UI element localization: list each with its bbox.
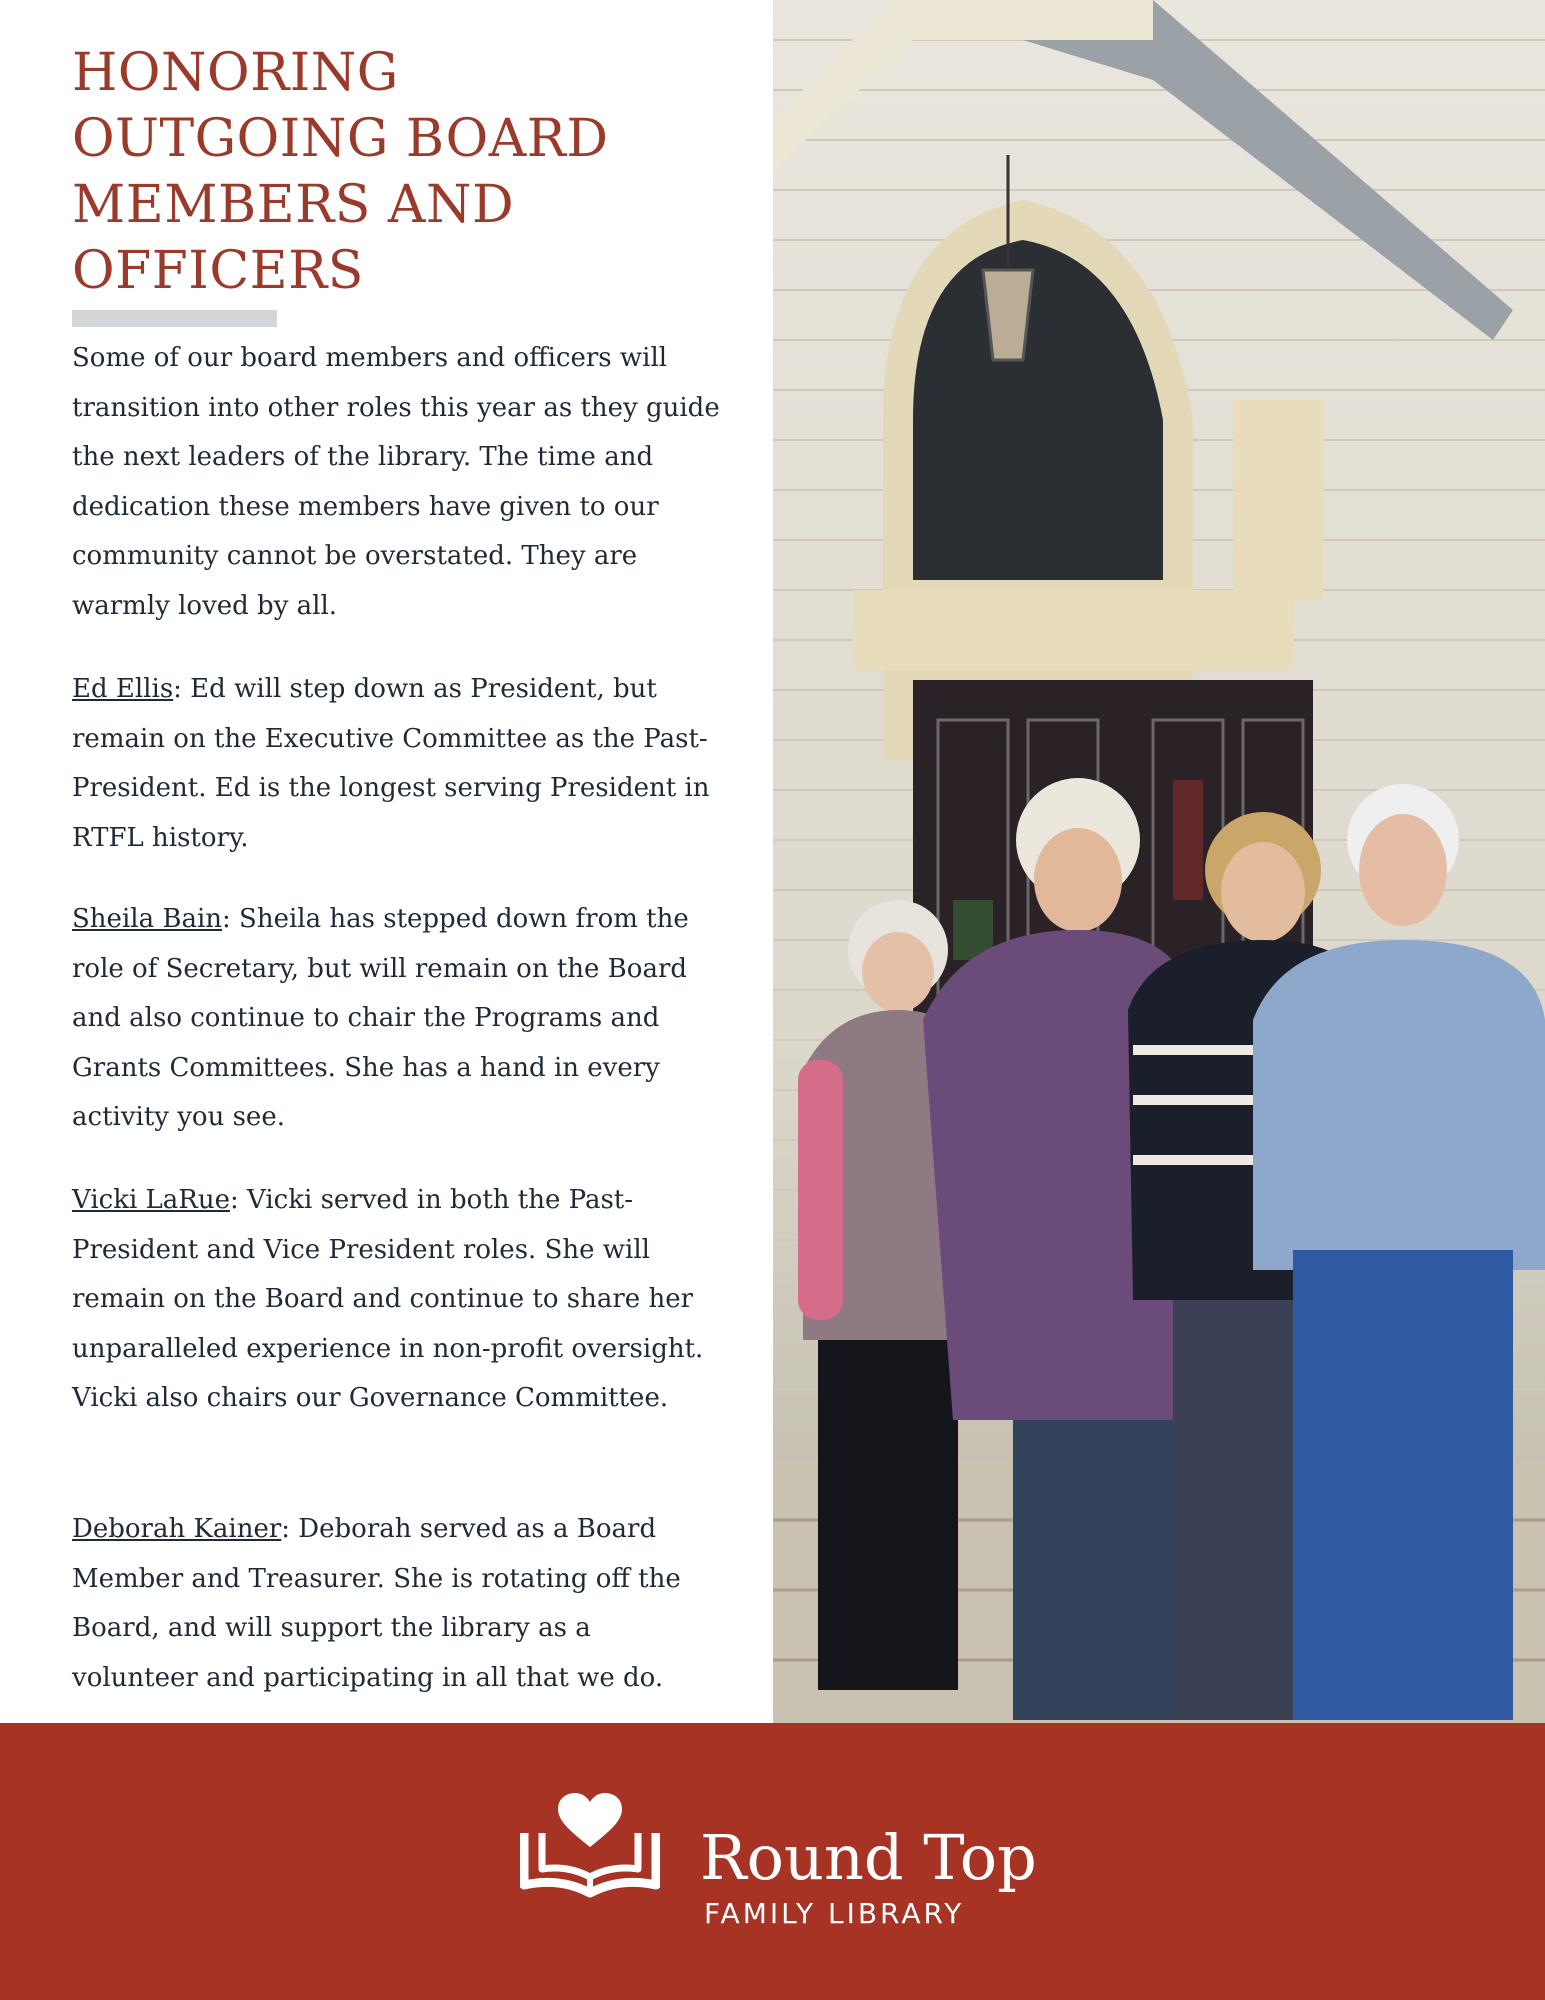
title-block [72,40,722,327]
member-name: Ed Ellis [72,674,174,704]
member-ed-ellis [72,665,722,863]
member-description: : Vicki served in both the Past-President and Vice President roles. She will remain on the Board and continue to share her unparalleled experience in non-profit oversight. Vicki also chairs our Governance Committee. [72,1185,704,1413]
title-line: HONORING [72,43,399,103]
hanging-lantern [983,270,1033,360]
member-description: : Sheila has stepped down from the role of Secretary, but will remain on the Board and also continue to chair the Programs and Grants Committees. She has a hand in every activity you see. [72,904,689,1132]
porch-beam [853,590,1293,670]
member-description: : Deborah served as a Board Member and Treasurer. She is rotating off the Board, and will support the library as a volunteer and participating in all that we do. [72,1514,681,1693]
member-deborah-kainer [72,1505,722,1703]
page-title [72,40,722,304]
footer-banner [0,1723,1545,2000]
intro-paragraph: Some of our board members and officers will transition into other roles this year as they guide the next leaders of the library. The time and dedication these members have given to our community cannot be overstated. They are warmly loved by all. [72,343,720,621]
title-line: OFFICERS [72,241,364,301]
logo-subtitle: FAMILY LIBRARY [704,1897,965,1930]
member-description: : Ed will step down as President, but remain on the Executive Committee as the Past-President. Ed is the longest serving President in RTFL history. [72,674,710,853]
gable-trim [773,0,1153,170]
title-underline-rule [72,310,277,327]
board-members-photo [773,0,1545,1723]
heart-book-icon [520,1789,660,1913]
member-name: Deborah Kainer [72,1514,282,1544]
logo-name: Round Top [700,1821,1037,1894]
member-vicki-larue [72,1176,722,1424]
title-line: OUTGOING BOARD [72,109,609,169]
title-line: MEMBERS AND [72,175,515,235]
member-name: Sheila Bain [72,904,223,934]
member-sheila-bain [72,895,722,1143]
member-name: Vicki LaRue [72,1185,231,1215]
